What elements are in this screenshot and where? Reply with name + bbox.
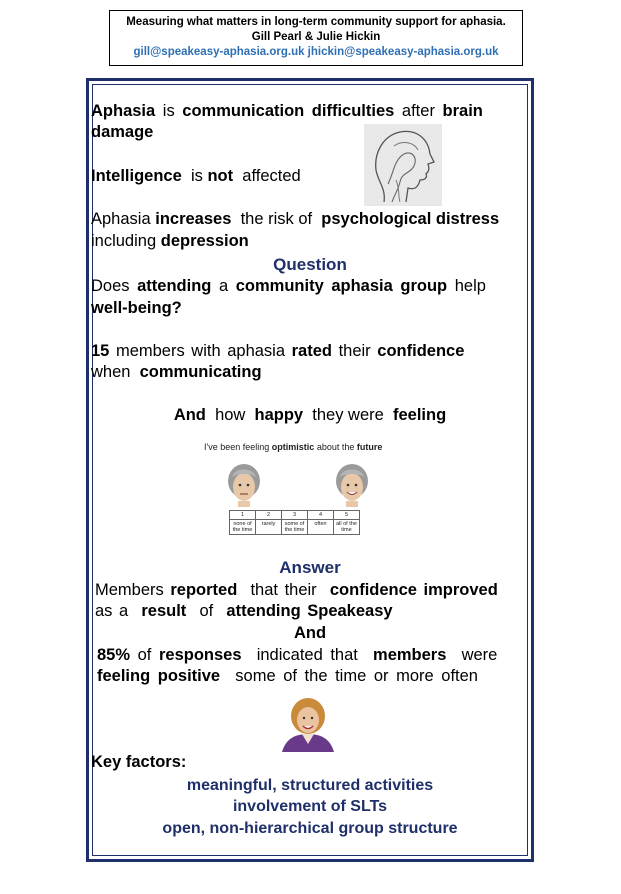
scale-label: some of the time [282, 520, 308, 535]
scale-label-row [230, 520, 360, 535]
answer-line-3: 85% of responses indicated that members were [97, 646, 498, 664]
person-photo-icon [278, 696, 338, 752]
intro-line-1: Aphasia is communication difficulties after brain [91, 102, 483, 120]
risk-line-1: Aphasia increases the risk of psychological distress [91, 210, 500, 228]
question-line-1: Does attending a community aphasia group help [91, 277, 486, 295]
face-smiling-icon [334, 463, 370, 507]
key-factor-item: open, non-hierarchical group structure [162, 820, 458, 837]
question-heading: Question [273, 255, 347, 274]
members-line-2: when communicating [91, 363, 262, 381]
scale-number-row [230, 511, 360, 520]
intro-line-2: damage [91, 123, 154, 141]
scale-number: 3 [282, 511, 308, 520]
scale-number: 1 [230, 511, 256, 520]
author-emails[interactable]: gill@speakeasy-aphasia.org.uk jhickin@speakeasy-aphasia.org.uk [133, 46, 499, 58]
poster-title: Measuring what matters in long-term community support for aphasia. [126, 16, 506, 28]
question-line-2: well-being? [91, 299, 182, 317]
key-factor-item: meaningful, structured activities [186, 777, 434, 794]
scale-caption: I've been feeling optimistic about the future [204, 442, 383, 452]
poster-authors: Gill Pearl & Julie Hickin [251, 31, 381, 43]
scale-label: often [308, 520, 334, 535]
face-neutral-icon [226, 463, 262, 507]
scale-number: 2 [256, 511, 282, 520]
scale-label: rarely [256, 520, 282, 535]
intelligence-line: Intelligence is not affected [91, 167, 301, 185]
rating-scale [229, 510, 360, 535]
answer-line-4: feeling positive some of the time or more often [97, 667, 478, 685]
answer-and: And [293, 624, 327, 642]
answer-line-2: as a result of attending Speakeasy [95, 602, 393, 620]
scale-label: all of the time [334, 520, 360, 535]
answer-heading: Answer [279, 558, 341, 577]
scale-number: 5 [334, 511, 360, 520]
key-factors-heading: Key factors: [91, 753, 187, 771]
scale-label: none of the time [230, 520, 256, 535]
key-factor-item: involvement of SLTs [232, 798, 388, 815]
scale-number: 4 [308, 511, 334, 520]
answer-line-1: Members reported that their confidence improved [95, 581, 498, 599]
risk-line-2: including depression [91, 232, 249, 250]
head-profile-sketch-icon [364, 124, 442, 206]
members-line-1: 15 members with aphasia rated their confidence [91, 342, 465, 360]
poster-header [109, 10, 523, 66]
happy-line: And how happy they were feeling [173, 406, 447, 424]
